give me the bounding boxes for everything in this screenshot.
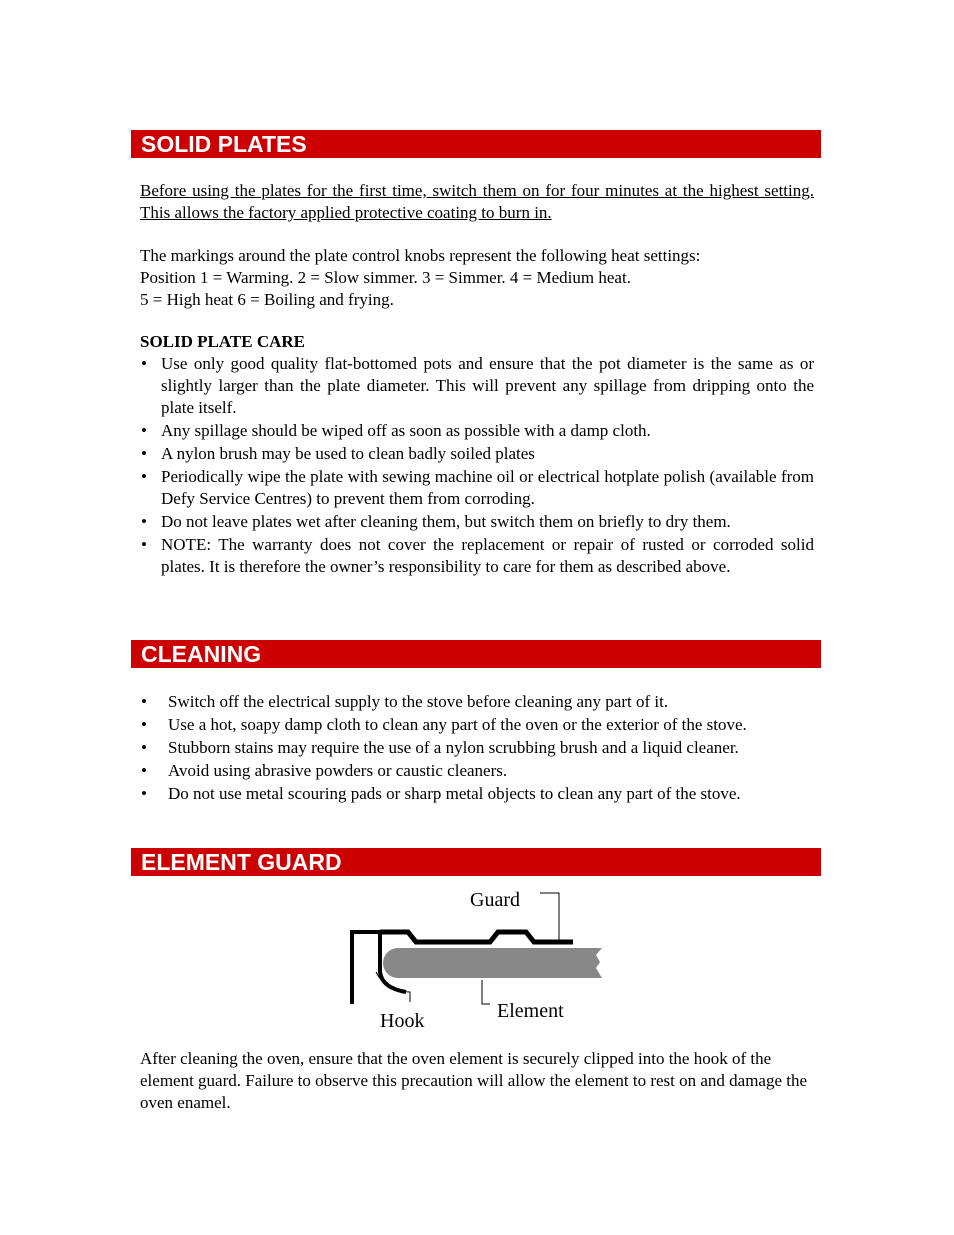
heat-settings-block bbox=[140, 245, 814, 311]
section-title: CLEANING bbox=[141, 641, 262, 667]
guard-label: Guard bbox=[470, 889, 520, 911]
hook-label: Hook bbox=[380, 1010, 425, 1032]
list-item: • Stubborn stains may require the use of a nylon scrubbing brush and a liquid cleaner. bbox=[140, 737, 814, 759]
solid-plates-intro: Before using the plates for the first time, switch them on for four minutes at the highest setting. This allows the factory applied protective coating to burn in. bbox=[140, 181, 814, 222]
list-item: • Switch off the electrical supply to the stove before cleaning any part of it. bbox=[140, 691, 814, 713]
cleaning-block bbox=[140, 691, 814, 806]
element-guard-text: After cleaning the oven, ensure that the oven element is securely clipped into the hook of the element guard. Failure to observe this precaution will allow the element to rest on and damage the oven enamel. bbox=[140, 1049, 808, 1112]
list-item: • Periodically wipe the plate with sewing machine oil or electrical hotplate polish (available from Defy Service Centres) to prevent them from corroding. bbox=[140, 466, 814, 510]
cleaning-list bbox=[140, 691, 814, 805]
element-rod bbox=[383, 948, 602, 978]
section-header-solid-plates bbox=[131, 130, 821, 158]
section-header-element-guard bbox=[131, 848, 821, 876]
list-item: • Use a hot, soapy damp cloth to clean any part of the oven or the exterior of the stove. bbox=[140, 714, 814, 736]
element-label: Element bbox=[497, 1000, 564, 1022]
guard-leader bbox=[540, 893, 559, 940]
section-title: ELEMENT GUARD bbox=[141, 849, 342, 875]
list-item: • Use only good quality flat-bottomed pots and ensure that the pot diameter is the same as or slightly larger than the plate diameter. This will prevent any spillage from dripping onto the plate itself. bbox=[140, 353, 814, 419]
section-header-cleaning bbox=[131, 640, 821, 668]
element-guard-diagram bbox=[340, 880, 620, 1040]
element-leader bbox=[482, 980, 490, 1004]
solid-plate-care bbox=[140, 331, 814, 579]
care-list bbox=[140, 353, 814, 578]
care-heading: SOLID PLATE CARE bbox=[140, 332, 305, 351]
guard-top bbox=[380, 932, 573, 942]
heat-settings-line-1: The markings around the plate control knobs represent the following heat settings: bbox=[140, 246, 701, 265]
list-item: • Avoid using abrasive powders or caustic cleaners. bbox=[140, 760, 814, 782]
list-item: • Any spillage should be wiped off as soon as possible with a damp cloth. bbox=[140, 420, 814, 442]
heat-settings-line-3: 5 = High heat 6 = Boiling and frying. bbox=[140, 290, 394, 309]
section-title: SOLID PLATES bbox=[141, 131, 307, 157]
list-item: • A nylon brush may be used to clean badly soiled plates bbox=[140, 443, 814, 465]
list-item: • Do not use metal scouring pads or sharp metal objects to clean any part of the stove. bbox=[140, 783, 814, 805]
list-item: • NOTE: The warranty does not cover the replacement or repair of rusted or corroded solid plates. It is therefore the owner’s responsibility to care for them as described above. bbox=[140, 534, 814, 578]
list-item: • Do not leave plates wet after cleaning them, but switch them on briefly to dry them. bbox=[140, 511, 814, 533]
heat-settings-line-2: Position 1 = Warming. 2 = Slow simmer. 3 = Simmer. 4 = Medium heat. bbox=[140, 268, 631, 287]
